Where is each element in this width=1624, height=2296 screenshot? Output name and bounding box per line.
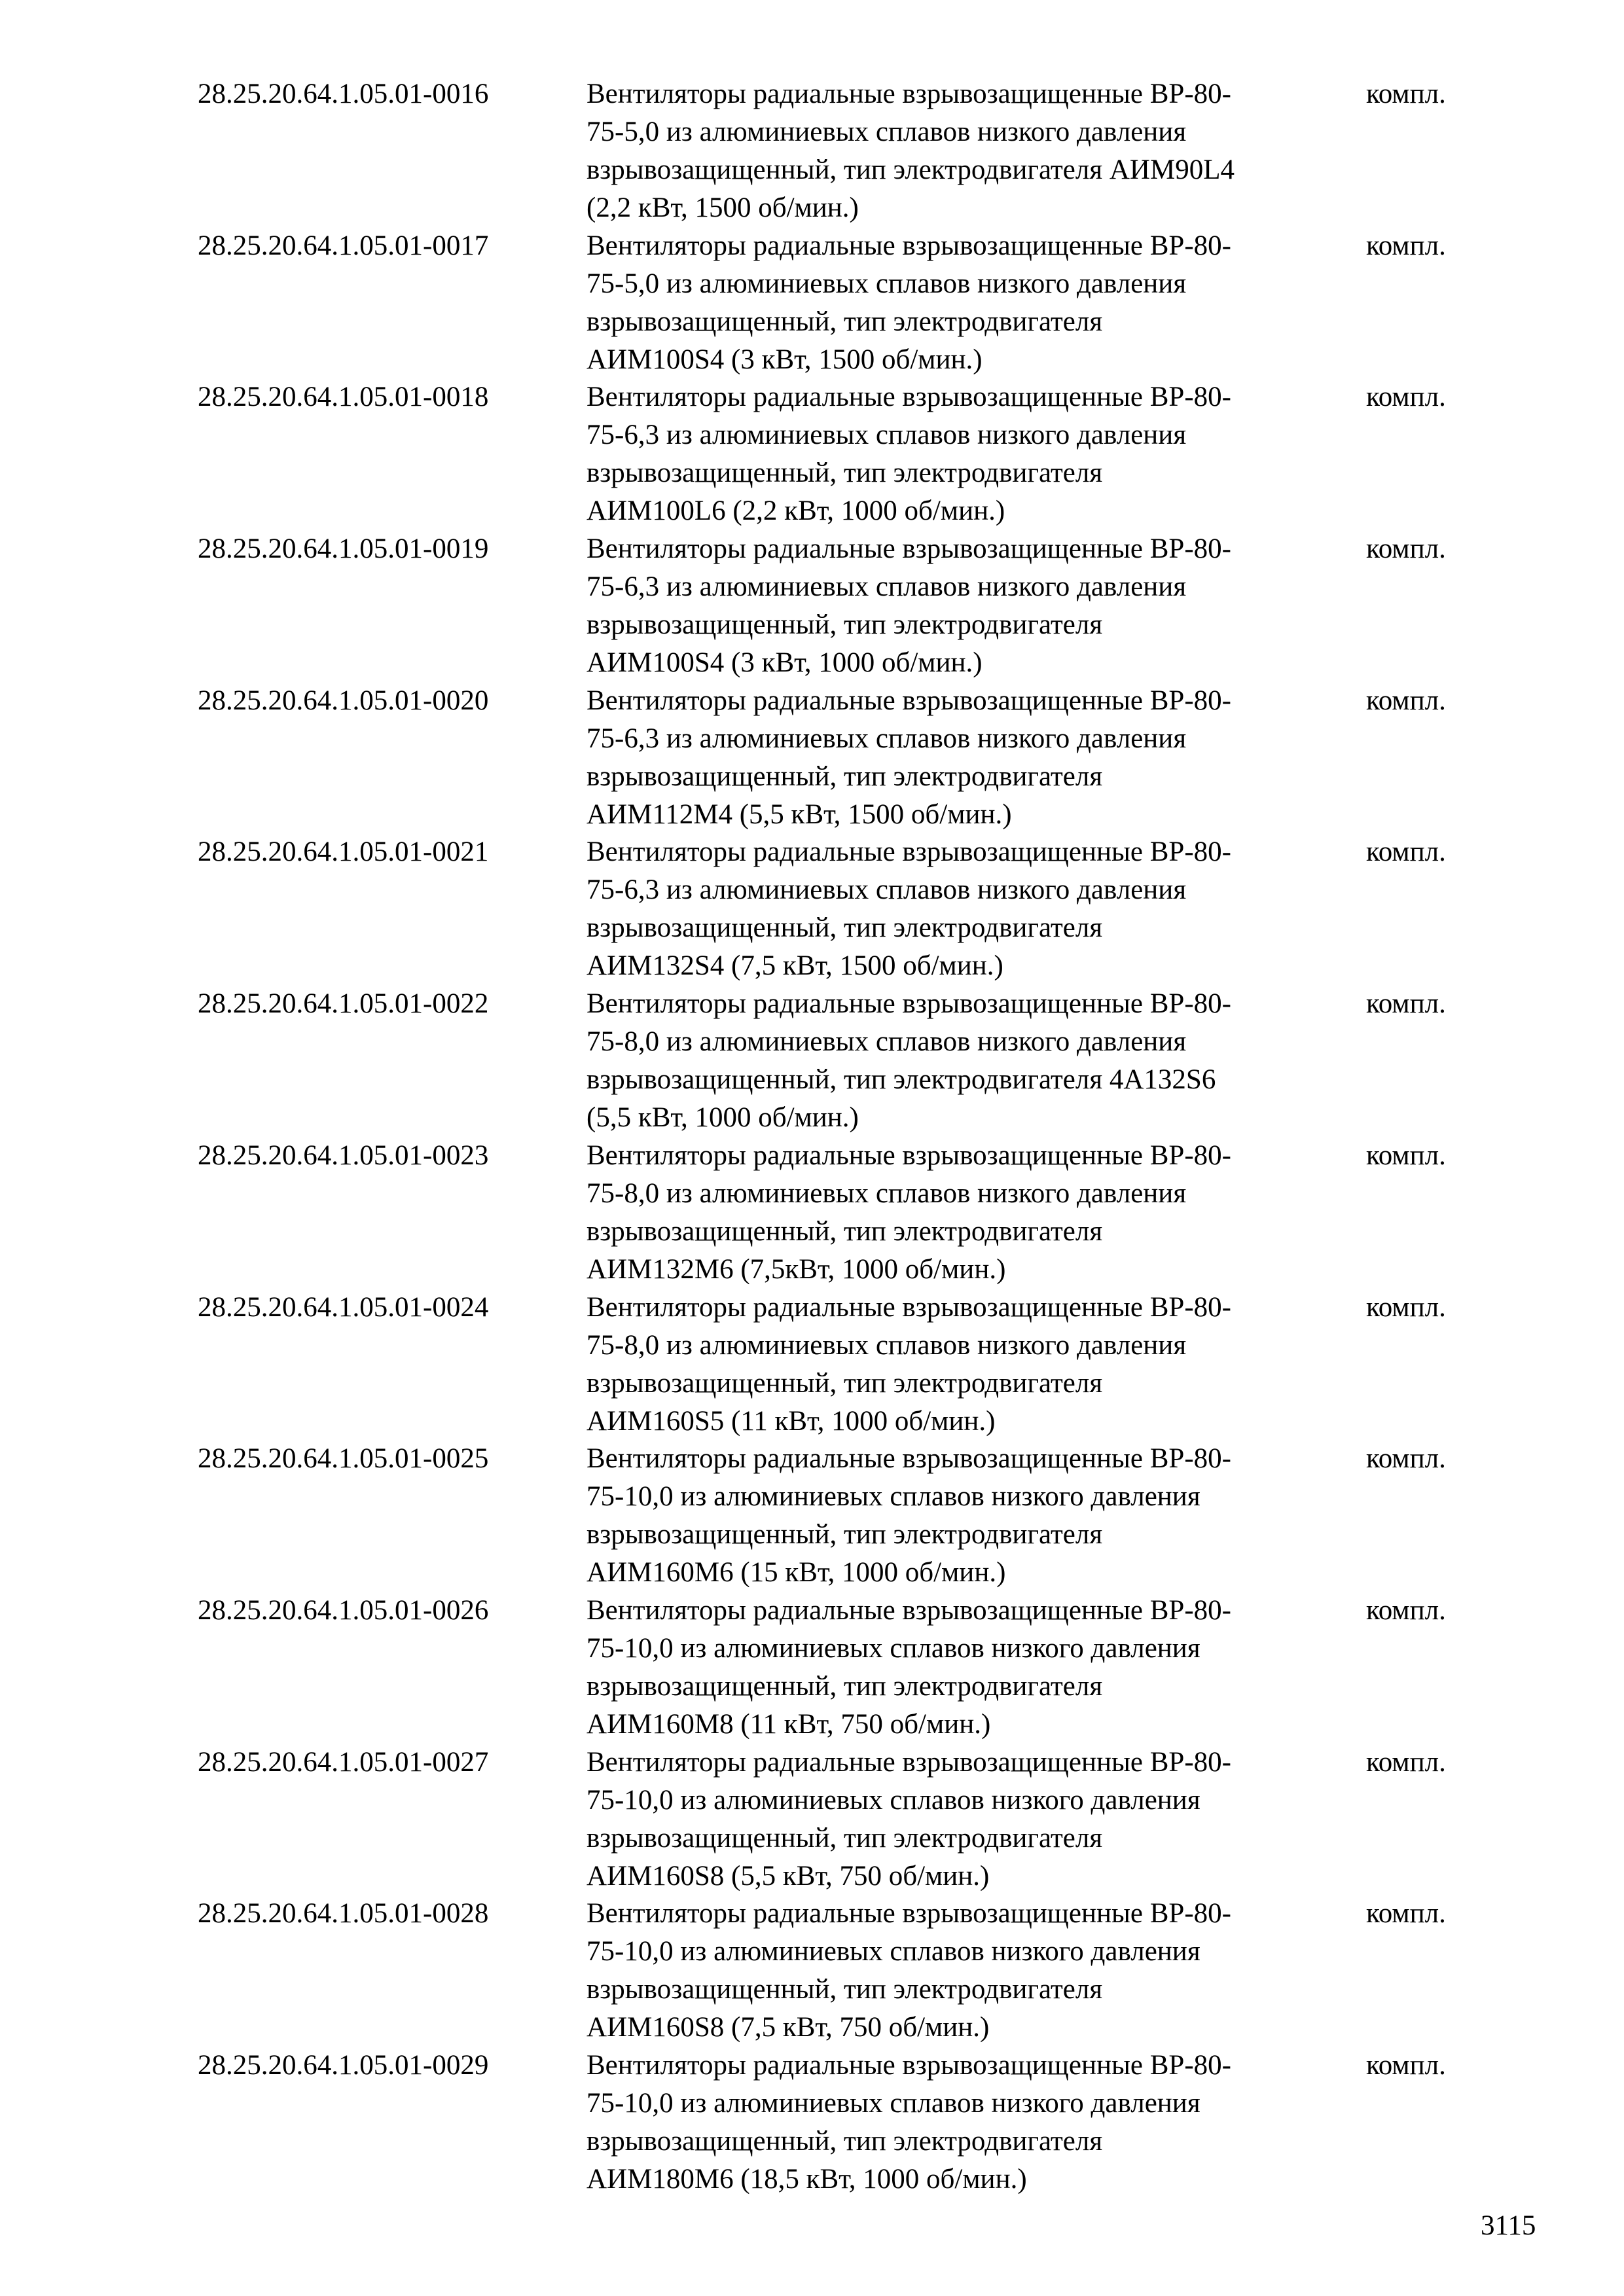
resource-code: 28.25.20.64.1.05.01-0024: [198, 1291, 489, 1323]
measurement-unit: компл.: [1366, 1594, 1446, 1626]
measurement-unit: компл.: [1366, 382, 1446, 413]
table-row: [198, 1440, 1494, 1592]
resource-code: 28.25.20.64.1.05.01-0018: [198, 382, 489, 413]
resource-description: Вентиляторы радиальные взрывозащищенные ВР-80- 75-10,0 из алюминиевых сплавов низкого давления взрывозащищенный, тип электродвигателя АИМ180М6 (18,5 кВт, 1000 об/мин.): [586, 2049, 1231, 2195]
resource-description: Вентиляторы радиальные взрывозащищенные ВР-80- 75-5,0 из алюминиевых сплавов низкого давления взрывозащищенный, тип электродвигателя АИМ90L4 (2,2 кВт, 1500 об/мин.): [586, 79, 1235, 223]
table-row: [198, 378, 1494, 530]
table-row: [198, 1289, 1494, 1441]
measurement-unit: компл.: [1366, 685, 1446, 716]
page-number: 3115: [1481, 2210, 1536, 2241]
measurement-unit: компл.: [1366, 1898, 1446, 1929]
resource-code: 28.25.20.64.1.05.01-0028: [198, 1898, 489, 1929]
table-row: [198, 75, 1494, 227]
table-row: [198, 682, 1494, 834]
measurement-unit: компл.: [1366, 1443, 1446, 1475]
resource-description: Вентиляторы радиальные взрывозащищенные ВР-80- 75-6,3 из алюминиевых сплавов низкого давления взрывозащищенный, тип электродвигателя АИМ100L6 (2,2 кВт, 1000 об/мин.): [586, 382, 1231, 527]
resource-description: Вентиляторы радиальные взрывозащищенные ВР-80- 75-8,0 из алюминиевых сплавов низкого давления взрывозащищенный, тип электродвигателя АИМ132М6 (7,5кВт, 1000 об/мин.): [586, 1139, 1231, 1285]
table-row: [198, 833, 1494, 985]
table-row: [198, 1744, 1494, 1895]
resource-description: Вентиляторы радиальные взрывозащищенные ВР-80- 75-6,3 из алюминиевых сплавов низкого давления взрывозащищенный, тип электродвигателя АИМ132S4 (7,5 кВт, 1500 об/мин.): [586, 836, 1231, 982]
resource-description: Вентиляторы радиальные взрывозащищенные ВР-80- 75-8,0 из алюминиевых сплавов низкого давления взрывозащищенный, тип электродвигателя 4А132S6 (5,5 кВт, 1000 об/мин.): [586, 988, 1231, 1134]
resource-code: 28.25.20.64.1.05.01-0020: [198, 685, 489, 716]
table-row: [198, 985, 1494, 1137]
measurement-unit: компл.: [1366, 230, 1446, 261]
table-row: [198, 1592, 1494, 1744]
resource-code: 28.25.20.64.1.05.01-0022: [198, 988, 489, 1020]
resource-description: Вентиляторы радиальные взрывозащищенные ВР-80- 75-10,0 из алюминиевых сплавов низкого давления взрывозащищенный, тип электродвигателя АИМ160М8 (11 кВт, 750 об/мин.): [586, 1594, 1231, 1740]
resource-code: 28.25.20.64.1.05.01-0021: [198, 836, 489, 868]
resource-code: 28.25.20.64.1.05.01-0019: [198, 533, 489, 565]
table-row: [198, 227, 1494, 379]
measurement-unit: компл.: [1366, 1746, 1446, 1778]
measurement-unit: компл.: [1366, 836, 1446, 868]
resource-description: Вентиляторы радиальные взрывозащищенные ВР-80- 75-6,3 из алюминиевых сплавов низкого давления взрывозащищенный, тип электродвигателя АИМ100S4 (3 кВт, 1000 об/мин.): [586, 533, 1231, 679]
measurement-unit: компл.: [1366, 988, 1446, 1020]
price-list-rows: [198, 75, 1494, 2198]
resource-description: Вентиляторы радиальные взрывозащищенные ВР-80- 75-5,0 из алюминиевых сплавов низкого давления взрывозащищенный, тип электродвигателя АИМ100S4 (3 кВт, 1500 об/мин.): [586, 230, 1231, 375]
table-row: [198, 2047, 1494, 2198]
resource-description: Вентиляторы радиальные взрывозащищенные ВР-80- 75-8,0 из алюминиевых сплавов низкого давления взрывозащищенный, тип электродвигателя АИМ160S5 (11 кВт, 1000 об/мин.): [586, 1291, 1231, 1437]
measurement-unit: компл.: [1366, 2049, 1446, 2081]
table-row: [198, 1895, 1494, 2047]
resource-code: 28.25.20.64.1.05.01-0027: [198, 1746, 489, 1778]
resource-code: 28.25.20.64.1.05.01-0023: [198, 1139, 489, 1171]
resource-code: 28.25.20.64.1.05.01-0029: [198, 2049, 489, 2081]
measurement-unit: компл.: [1366, 1139, 1446, 1171]
resource-code: 28.25.20.64.1.05.01-0016: [198, 79, 489, 109]
measurement-unit: компл.: [1366, 79, 1446, 109]
resource-code: 28.25.20.64.1.05.01-0017: [198, 230, 489, 261]
measurement-unit: компл.: [1366, 533, 1446, 565]
resource-description: Вентиляторы радиальные взрывозащищенные ВР-80- 75-10,0 из алюминиевых сплавов низкого давления взрывозащищенный, тип электродвигателя АИМ160М6 (15 кВт, 1000 об/мин.): [586, 1443, 1231, 1588]
measurement-unit: компл.: [1366, 1291, 1446, 1323]
resource-code: 28.25.20.64.1.05.01-0025: [198, 1443, 489, 1475]
resource-description: Вентиляторы радиальные взрывозащищенные ВР-80- 75-10,0 из алюминиевых сплавов низкого давления взрывозащищенный, тип электродвигателя АИМ160S8 (7,5 кВт, 750 об/мин.): [586, 1898, 1231, 2043]
table-row: [198, 530, 1494, 682]
resource-description: Вентиляторы радиальные взрывозащищенные ВР-80- 75-6,3 из алюминиевых сплавов низкого давления взрывозащищенный, тип электродвигателя АИМ112М4 (5,5 кВт, 1500 об/мин.): [586, 685, 1231, 830]
resource-code: 28.25.20.64.1.05.01-0026: [198, 1594, 489, 1626]
resource-description: Вентиляторы радиальные взрывозащищенные ВР-80- 75-10,0 из алюминиевых сплавов низкого давления взрывозащищенный, тип электродвигателя АИМ160S8 (5,5 кВт, 750 об/мин.): [586, 1746, 1231, 1892]
table-row: [198, 1137, 1494, 1289]
